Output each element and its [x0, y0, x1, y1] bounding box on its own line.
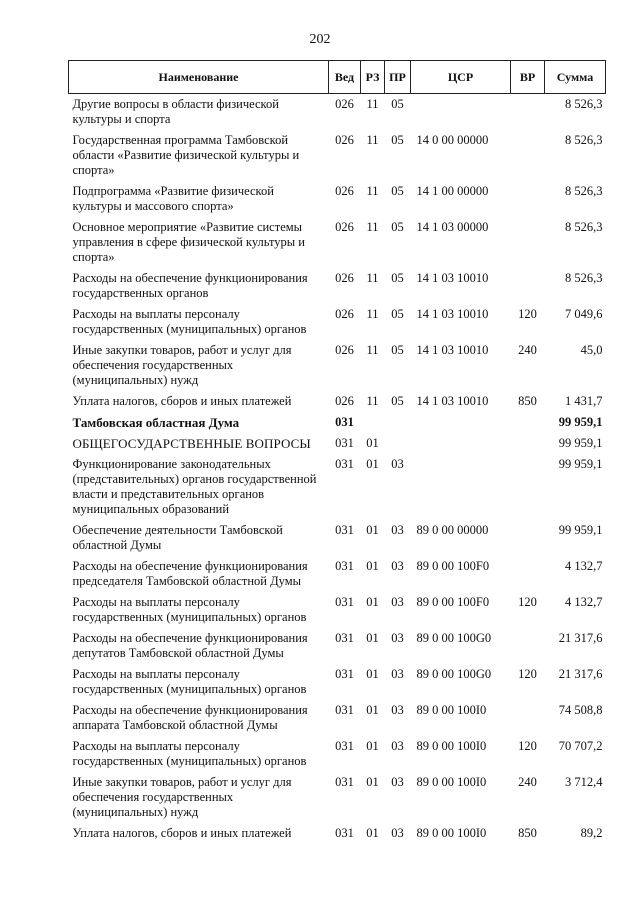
cell-rz: 11 — [366, 343, 379, 357]
cell-vr — [511, 268, 545, 304]
cell-vr: 120 — [518, 307, 537, 321]
header-rz: РЗ — [361, 61, 385, 94]
cell-csr: 14 1 03 10010 — [416, 394, 489, 408]
cell-sum: 4 132,7 — [565, 595, 603, 609]
header-vr: ВР — [511, 61, 545, 94]
cell-name: Расходы на выплаты персоналу государственных (муниципальных) органов — [72, 739, 307, 768]
cell-csr — [411, 433, 511, 454]
cell-name: Расходы на выплаты персоналу государственных (муниципальных) органов — [72, 667, 307, 696]
cell-name: Уплата налогов, сборов и иных платежей — [72, 826, 292, 840]
table-row — [69, 520, 606, 556]
table-row — [69, 664, 606, 700]
cell-rz: 11 — [366, 184, 379, 198]
cell-name: Уплата налогов, сборов и иных платежей — [72, 394, 292, 408]
table-row — [69, 412, 606, 433]
cell-rz: 01 — [366, 523, 379, 537]
cell-csr: 89 0 00 100F0 — [416, 595, 490, 609]
header-sum: Сумма — [545, 61, 606, 94]
cell-pr: 03 — [391, 631, 404, 645]
cell-rz: 01 — [366, 631, 379, 645]
cell-sum: 1 431,7 — [565, 394, 603, 408]
cell-vr — [511, 520, 545, 556]
cell-rz: 11 — [366, 307, 379, 321]
cell-rz: 01 — [366, 826, 379, 840]
cell-pr: 05 — [391, 133, 404, 147]
table-row — [69, 433, 606, 454]
cell-ved: 031 — [335, 775, 354, 789]
cell-csr: 14 1 00 00000 — [416, 184, 489, 198]
cell-csr: 89 0 00 100F0 — [416, 559, 490, 573]
cell-csr — [411, 412, 511, 433]
cell-sum: 99 959,1 — [558, 457, 603, 471]
cell-ved: 031 — [335, 826, 354, 840]
cell-rz: 11 — [366, 133, 379, 147]
cell-rz: 11 — [366, 394, 379, 408]
cell-ved: 026 — [335, 133, 354, 147]
cell-csr: 14 1 03 10010 — [416, 271, 489, 285]
cell-name: Иные закупки товаров, работ и услуг для обеспечения государственных (муниципальных) нужд — [72, 775, 292, 819]
cell-csr: 89 0 00 100I0 — [416, 775, 487, 789]
cell-ved: 026 — [335, 184, 354, 198]
cell-name: Подпрограмма «Развитие физической культуры и массового спорта» — [72, 184, 274, 213]
cell-vr — [511, 217, 545, 268]
cell-pr: 03 — [391, 457, 404, 471]
cell-sum: 7 049,6 — [565, 307, 603, 321]
cell-name: Расходы на обеспечение функционирования председателя Тамбовской областной Думы — [72, 559, 308, 588]
cell-ved: 031 — [335, 631, 354, 645]
cell-csr: 14 0 00 00000 — [416, 133, 489, 147]
table-row — [69, 454, 606, 520]
header-ved: Вед — [329, 61, 361, 94]
cell-ved: 031 — [335, 523, 354, 537]
cell-pr: 03 — [391, 775, 404, 789]
cell-pr: 03 — [391, 739, 404, 753]
cell-csr: 89 0 00 100I0 — [416, 739, 487, 753]
table-row — [69, 304, 606, 340]
cell-csr: 89 0 00 100G0 — [416, 631, 492, 645]
cell-ved: 031 — [335, 595, 354, 609]
cell-name: Расходы на выплаты персоналу государственных (муниципальных) органов — [72, 307, 307, 336]
cell-vr — [511, 412, 545, 433]
table-row — [69, 217, 606, 268]
cell-sum: 89,2 — [580, 826, 603, 840]
cell-rz — [361, 412, 385, 433]
cell-sum: 21 317,6 — [558, 667, 603, 681]
header-name: Наименование — [69, 61, 329, 94]
cell-rz: 11 — [366, 271, 379, 285]
cell-pr: 05 — [391, 394, 404, 408]
cell-rz: 01 — [366, 559, 379, 573]
table-row — [69, 700, 606, 736]
cell-name: Государственная программа Тамбовской области «Развитие физической культуры и спорта» — [72, 133, 300, 177]
cell-name: Расходы на выплаты персоналу государственных (муниципальных) органов — [72, 595, 307, 624]
table-row — [69, 181, 606, 217]
cell-sum: 8 526,3 — [565, 271, 603, 285]
cell-vr: 850 — [518, 394, 537, 408]
cell-ved: 031 — [335, 559, 354, 573]
cell-name: Иные закупки товаров, работ и услуг для обеспечения государственных (муниципальных) нужд — [72, 343, 292, 387]
cell-pr: 03 — [391, 703, 404, 717]
cell-ved: 031 — [335, 703, 354, 717]
cell-name: ОБЩЕГОСУДАРСТВЕННЫЕ ВОПРОСЫ — [72, 436, 311, 451]
cell-ved: 026 — [335, 343, 354, 357]
cell-vr: 850 — [518, 826, 537, 840]
cell-csr: 14 1 03 10010 — [416, 307, 489, 321]
cell-rz: 01 — [366, 667, 379, 681]
cell-pr: 05 — [391, 271, 404, 285]
cell-csr: 89 0 00 100G0 — [416, 667, 492, 681]
cell-sum: 99 959,1 — [558, 523, 603, 537]
cell-vr — [511, 556, 545, 592]
cell-pr: 03 — [391, 559, 404, 573]
cell-pr: 05 — [391, 307, 404, 321]
cell-rz: 01 — [366, 595, 379, 609]
cell-name: Тамбовская областная Дума — [72, 415, 240, 430]
cell-sum: 4 132,7 — [565, 559, 603, 573]
cell-ved: 026 — [335, 394, 354, 408]
table-row — [69, 130, 606, 181]
cell-vr: 120 — [518, 739, 537, 753]
cell-name: Другие вопросы в области физической культуры и спорта — [72, 97, 279, 126]
cell-vr — [511, 454, 545, 520]
cell-vr: 120 — [518, 595, 537, 609]
cell-pr — [385, 412, 411, 433]
cell-csr: 89 0 00 100I0 — [416, 703, 487, 717]
cell-name: Расходы на обеспечение функционирования государственных органов — [72, 271, 308, 300]
cell-vr — [511, 628, 545, 664]
cell-vr: 240 — [518, 343, 537, 357]
cell-pr: 05 — [391, 97, 404, 111]
table-row — [69, 556, 606, 592]
table-row — [69, 823, 606, 844]
header-pr: ПР — [385, 61, 411, 94]
cell-csr: 89 0 00 00000 — [416, 523, 489, 537]
cell-sum: 8 526,3 — [565, 184, 603, 198]
table-row — [69, 391, 606, 412]
cell-name: Расходы на обеспечение функционирования аппарата Тамбовской областной Думы — [72, 703, 308, 732]
cell-csr — [411, 454, 511, 520]
cell-pr: 03 — [391, 523, 404, 537]
cell-rz: 01 — [366, 775, 379, 789]
cell-sum: 8 526,3 — [565, 220, 603, 234]
cell-vr — [511, 700, 545, 736]
cell-sum: 99 959,1 — [558, 436, 603, 450]
cell-pr: 05 — [391, 343, 404, 357]
cell-pr: 05 — [391, 184, 404, 198]
cell-rz: 01 — [366, 457, 379, 471]
cell-ved: 031 — [335, 667, 354, 681]
table-row — [69, 340, 606, 391]
cell-ved: 026 — [335, 307, 354, 321]
cell-name: Обеспечение деятельности Тамбовской областной Думы — [72, 523, 283, 552]
header-csr: ЦСР — [411, 61, 511, 94]
cell-name: Функционирование законодательных (представительных) органов государственной власти и представительных органов муниципальных образований — [72, 457, 317, 516]
cell-ved: 026 — [335, 220, 354, 234]
table-row — [69, 772, 606, 823]
table-row — [69, 628, 606, 664]
cell-csr: 14 1 03 00000 — [416, 220, 489, 234]
cell-vr: 120 — [518, 667, 537, 681]
cell-vr — [511, 130, 545, 181]
table-header-row — [69, 61, 606, 94]
cell-rz: 11 — [366, 97, 379, 111]
cell-sum: 21 317,6 — [558, 631, 603, 645]
cell-ved: 031 — [335, 457, 354, 471]
table-row — [69, 268, 606, 304]
cell-ved: 026 — [335, 97, 354, 111]
cell-sum: 8 526,3 — [565, 133, 603, 147]
cell-csr: 89 0 00 100I0 — [416, 826, 487, 840]
cell-ved: 031 — [335, 739, 354, 753]
table-row — [69, 592, 606, 628]
cell-ved: 026 — [335, 271, 354, 285]
cell-rz: 01 — [366, 739, 379, 753]
cell-ved: 031 — [335, 415, 354, 429]
cell-sum: 45,0 — [580, 343, 603, 357]
cell-name: Основное мероприятие «Развитие системы управления в сфере физической культуры и спорта» — [72, 220, 305, 264]
cell-sum: 3 712,4 — [565, 775, 603, 789]
cell-pr: 03 — [391, 595, 404, 609]
cell-sum: 70 707,2 — [558, 739, 603, 753]
cell-pr — [385, 433, 411, 454]
cell-name: Расходы на обеспечение функционирования депутатов Тамбовской областной Думы — [72, 631, 308, 660]
budget-table — [68, 60, 606, 844]
cell-csr: 14 1 03 10010 — [416, 343, 489, 357]
table-row — [69, 736, 606, 772]
cell-vr — [511, 94, 545, 131]
cell-csr — [411, 94, 511, 131]
cell-rz: 11 — [366, 220, 379, 234]
table-body — [69, 94, 606, 845]
cell-pr: 03 — [391, 826, 404, 840]
cell-rz: 01 — [366, 436, 379, 450]
cell-sum: 74 508,8 — [558, 703, 603, 717]
cell-vr — [511, 181, 545, 217]
cell-sum: 99 959,1 — [558, 415, 603, 429]
cell-vr: 240 — [518, 775, 537, 789]
table-row — [69, 94, 606, 131]
cell-sum: 8 526,3 — [565, 97, 603, 111]
cell-vr — [511, 433, 545, 454]
cell-pr: 03 — [391, 667, 404, 681]
cell-rz: 01 — [366, 703, 379, 717]
cell-pr: 05 — [391, 220, 404, 234]
cell-ved: 031 — [335, 436, 354, 450]
page-number: 202 — [309, 32, 331, 47]
